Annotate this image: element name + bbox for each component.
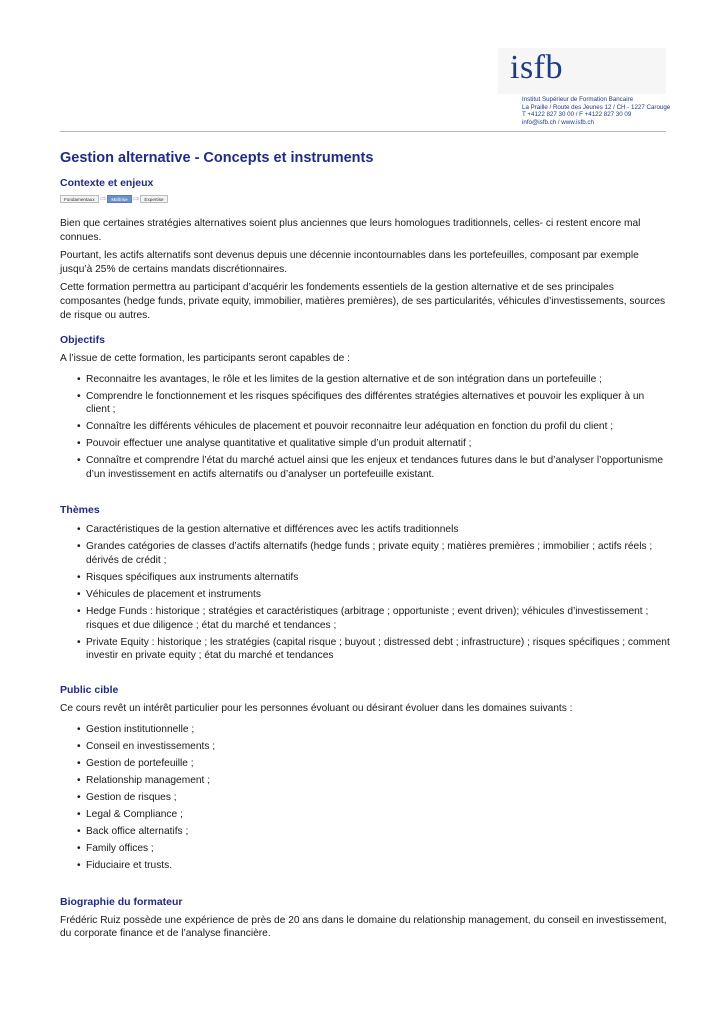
list-item: • Private Equity : historique ; les stratégies (capital risque ; buyout ; distressed debt ; infrastructure) ; risques spécifiques ; comment investir en private equity ; état du marché et tendances <box>60 636 670 663</box>
address-line: La Praille / Route des Jeunes 12 / CH - 1227 Carouge <box>522 103 671 111</box>
level-fondamentaux: Fondamentaux <box>60 195 99 203</box>
level-expertise: Expertise <box>140 195 167 203</box>
bullet-list <box>60 723 670 872</box>
list-item: • Grandes catégories de classes d’actifs alternatifs (hedge funds ; private equity ; matières premières ; immobilier ; actifs réels ; dérivés de crédit ; <box>60 540 670 567</box>
bullet-list <box>60 373 670 482</box>
list-item: • Caractéristiques de la gestion alternative et différences avec les actifs traditionnels <box>60 523 670 537</box>
institute-address <box>522 96 670 126</box>
section-biographie <box>60 895 670 941</box>
section-heading: Objectifs <box>60 334 105 347</box>
list-item: • Véhicules de placement et instruments <box>60 588 670 602</box>
address-line: Institut Supérieur de Formation Bancaire <box>522 96 634 103</box>
section-heading: Thèmes <box>60 504 100 517</box>
level-maitrise: Maîtrise <box>107 195 131 203</box>
list-item: • Gestion de portefeuille ; <box>60 757 670 771</box>
paragraph: Pourtant, les actifs alternatifs sont devenus depuis une décennie incontournables dans les portefeuilles, composant par exemple jusqu’à 25% de certains mandats discrétionnaires. <box>60 250 639 275</box>
list-item: • Hedge Funds : historique ; stratégies et caractéristiques (arbitrage ; opportuniste ; event driven); véhicules d’investissement ; risques et due diligence ; état du marché et tendances ; <box>60 605 670 632</box>
arrow-right-icon: ⇨ <box>99 193 107 203</box>
paragraph: Bien que certaines stratégies alternatives soient plus anciennes que leurs homologues traditionnels, celles- ci restent encore mal connues. <box>60 218 641 243</box>
section-heading: Public cible <box>60 683 119 696</box>
list-item: • Relationship management ; <box>60 774 670 788</box>
paragraph: Ce cours revêt un intérêt particulier pour les personnes évoluant ou désirant évoluer dans les domaines suivants : <box>60 702 573 714</box>
list-item: • Connaître et comprendre l’état du marché actuel ainsi que les enjeux et tendances futures dans le but d’analyser l’opportunisme d’un investissement en actifs alternatifs ou d’analyser un portefeuille existant. <box>60 454 670 481</box>
section-contexte <box>60 176 670 322</box>
list-item: • Back office alternatifs ; <box>60 825 670 839</box>
list-item: • Comprendre le fonctionnement et les risques spécifiques des différentes stratégies alternatives et pouvoir les expliquer à un client ; <box>60 390 670 417</box>
section-objectifs <box>60 333 670 481</box>
page-title: Gestion alternative - Concepts et instruments <box>60 150 374 166</box>
list-item: • Reconnaitre les avantages, le rôle et les limites de la gestion alternative et de son intégration dans un portefeuille ; <box>60 373 670 387</box>
section-heading: Biographie du formateur <box>60 895 183 908</box>
list-item: • Legal & Compliance ; <box>60 808 670 822</box>
list-item: • Risques spécifiques aux instruments alternatifs <box>60 571 670 585</box>
paragraph: Cette formation permettra au participant d’acquérir les fondements essentiels de la gestion alternative et de ses principales composantes (hedge funds, private equity, immobilier, matières premières), de ses particularités, véhicules d’investissements, sources de risque ou autres. <box>60 282 666 321</box>
section-themes <box>60 503 670 662</box>
address-line: info@isfb.ch / www.isfb.ch <box>522 118 594 126</box>
list-item: • Gestion institutionnelle ; <box>60 723 670 737</box>
arrow-right-icon: ⇨ <box>132 193 140 203</box>
isfb-logo: isfb <box>510 49 563 86</box>
section-heading: Contexte et enjeux <box>60 177 154 189</box>
list-item: • Conseil en investissements ; <box>60 740 670 754</box>
list-item: • Pouvoir effectuer une analyse quantitative et qualitative simple d’un produit alternatif ; <box>60 437 670 451</box>
list-item: • Fiduciaire et trusts. <box>60 859 670 873</box>
list-item: • Connaître les différents véhicules de placement et pouvoir reconnaitre leur adéquation en fonction du profil du client ; <box>60 420 670 434</box>
bullet-list <box>60 523 670 662</box>
level-indicator <box>60 194 670 203</box>
paragraph: A l’issue de cette formation, les participants seront capables de : <box>60 353 350 365</box>
address-line: T +4122 827 30 00 / F +4122 827 30 09 <box>522 111 632 119</box>
paragraph: Frédéric Ruiz possède une expérience de près de 20 ans dans le domaine du relationship management, du conseil en investissement, du corporate finance et de l’analyse financière. <box>60 914 667 940</box>
document-body <box>60 148 670 941</box>
section-public-cible <box>60 683 670 873</box>
list-item: • Gestion de risques ; <box>60 791 670 805</box>
header-divider <box>60 131 666 132</box>
list-item: • Family offices ; <box>60 842 670 856</box>
